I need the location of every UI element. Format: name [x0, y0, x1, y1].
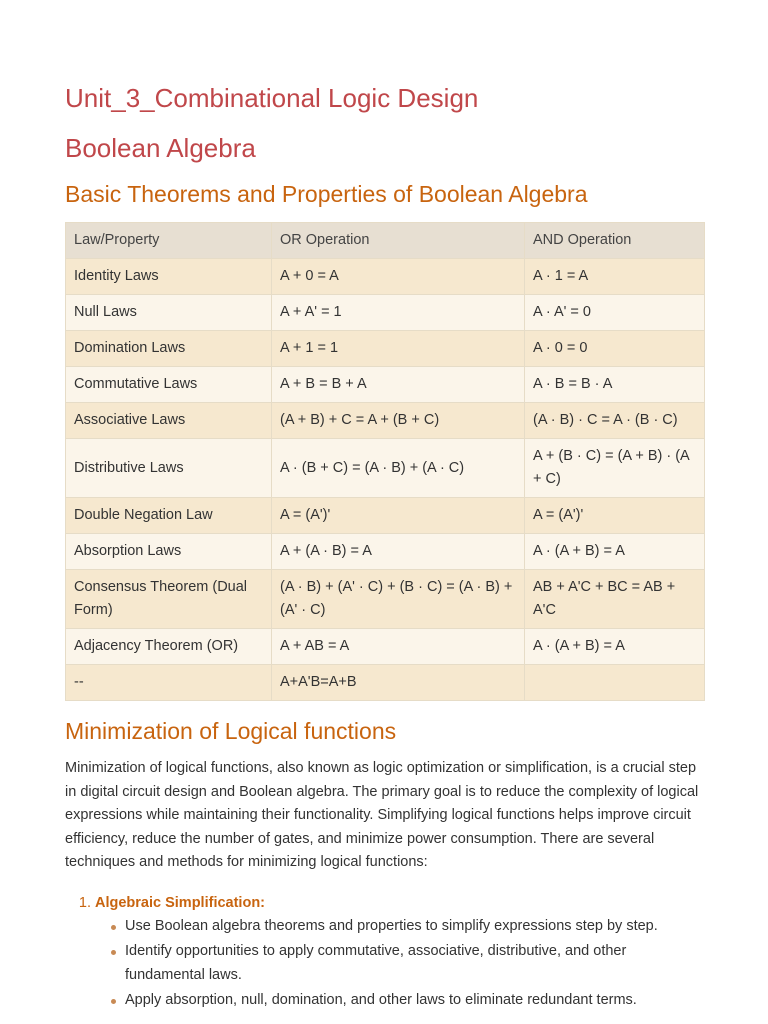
table-row: [66, 259, 705, 295]
column-header: OR Operation: [272, 223, 525, 259]
table-cell: A + (A · B) = A: [272, 534, 525, 570]
table-row: [66, 629, 705, 665]
bullet-item: [125, 915, 703, 939]
list-item: [95, 891, 703, 1013]
table-cell: AB + A'C + BC = AB + A'C: [525, 570, 705, 629]
table-row: [66, 498, 705, 534]
table-row: [66, 331, 705, 367]
table-cell: A · (B + C) = (A · B) + (A · C): [272, 439, 525, 498]
table-cell: A · 0 = 0: [525, 331, 705, 367]
bullet-item: [125, 989, 703, 1013]
table-cell: A + (B · C) = (A + B) · (A + C): [525, 439, 705, 498]
table-cell: A = (A')': [272, 498, 525, 534]
table-cell: (A · B) + (A' · C) + (B · C) = (A · B) + (A' · C): [272, 570, 525, 629]
methods-list: [65, 891, 703, 1013]
unit-title: Unit_3_Combinational Logic Design: [65, 83, 479, 113]
table-row: [66, 367, 705, 403]
bullet-dot-icon: [111, 999, 116, 1004]
table-row: [66, 439, 705, 498]
bullet-dot-icon: [111, 925, 116, 930]
table-cell: Distributive Laws: [66, 439, 272, 498]
table-row: [66, 534, 705, 570]
table-cell: Absorption Laws: [66, 534, 272, 570]
bullet-item: [125, 940, 703, 987]
column-header: Law/Property: [66, 223, 272, 259]
bullet-dot-icon: [111, 950, 116, 955]
table-cell: Double Negation Law: [66, 498, 272, 534]
section-heading-theorems: Basic Theorems and Properties of Boolean Algebra: [65, 181, 588, 207]
table-cell: A · (A + B) = A: [525, 629, 705, 665]
column-header: AND Operation: [525, 223, 705, 259]
table-cell: (A · B) · C = A · (B · C): [525, 403, 705, 439]
intro-paragraph: Minimization of logical functions, also known as logic optimization or simplification, is a crucial step in digital circuit design and Boolean algebra. The primary goal is to reduce the complexity of logical expressions while maintaining their functionality. Simplifying logical functions helps improve circuit efficiency, reduce the number of gates, and minimize power consumption. There are several techniques and methods for minimizing logical functions:: [65, 760, 699, 870]
bullet-text: Use Boolean algebra theorems and properties to simplify expressions step by step.: [125, 917, 658, 934]
table-cell: Identity Laws: [66, 259, 272, 295]
table-cell: A · A' = 0: [525, 295, 705, 331]
table-cell: A · (A + B) = A: [525, 534, 705, 570]
table-cell: A = (A')': [525, 498, 705, 534]
table-row: [66, 403, 705, 439]
bullet-text: Identify opportunities to apply commutative, associative, distributive, and other fundamental laws.: [125, 943, 627, 983]
table-cell: Associative Laws: [66, 403, 272, 439]
table-row: [66, 570, 705, 629]
table-cell: A · B = B · A: [525, 367, 705, 403]
table-cell: Null Laws: [66, 295, 272, 331]
table-cell: [525, 665, 705, 701]
table-cell: --: [66, 665, 272, 701]
table-cell: A + B = B + A: [272, 367, 525, 403]
table-cell: (A + B) + C = A + (B + C): [272, 403, 525, 439]
table-header-row: [66, 223, 705, 259]
table-cell: A + A' = 1: [272, 295, 525, 331]
table-cell: A + 0 = A: [272, 259, 525, 295]
table-cell: Domination Laws: [66, 331, 272, 367]
table-cell: Adjacency Theorem (OR): [66, 629, 272, 665]
table-cell: A+A'B=A+B: [272, 665, 525, 701]
table-cell: Consensus Theorem (Dual Form): [66, 570, 272, 629]
table-row: [66, 665, 705, 701]
bullet-list: [95, 915, 703, 1013]
section-heading-minimization: Minimization of Logical functions: [65, 718, 397, 744]
table-cell: A · 1 = A: [525, 259, 705, 295]
bullet-text: Apply absorption, null, domination, and other laws to eliminate redundant terms.: [125, 992, 637, 1008]
step-title: 1. Algebraic Simplification:: [95, 894, 265, 911]
table-cell: A + AB = A: [272, 629, 525, 665]
boolean-laws-table: [65, 222, 705, 701]
table-row: [66, 295, 705, 331]
table-cell: A + 1 = 1: [272, 331, 525, 367]
topic-title: Boolean Algebra: [65, 133, 256, 163]
table-cell: Commutative Laws: [66, 367, 272, 403]
